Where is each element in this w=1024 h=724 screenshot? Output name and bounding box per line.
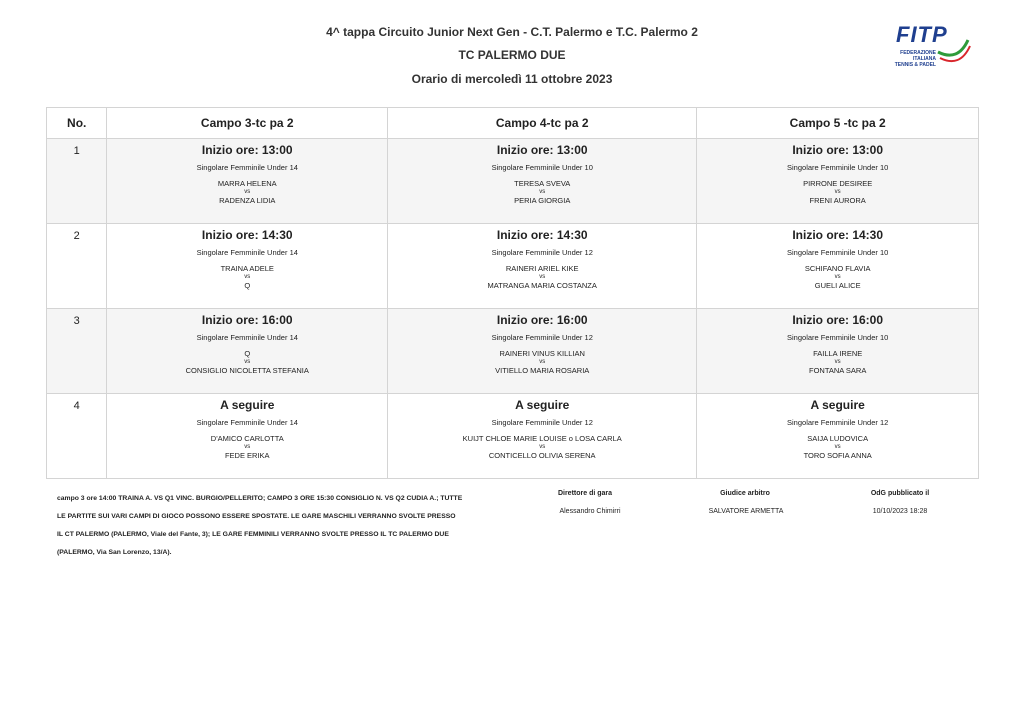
match-category: Singolare Femminile Under 14 [196, 333, 298, 342]
vs-label: vs [244, 274, 251, 280]
match-time: Inizio ore: 16:00 [792, 313, 884, 327]
match-time: Inizio ore: 13:00 [496, 143, 588, 157]
schedule-table [46, 107, 979, 479]
match-time: Inizio ore: 14:30 [496, 228, 588, 242]
match-time: A seguire [220, 398, 275, 412]
table-row [47, 139, 979, 224]
player-1: RAINERI VINUS KILLIAN [499, 349, 585, 358]
player-1: TRAINA ADELE [220, 264, 274, 273]
vs-label: vs [244, 189, 251, 195]
vs-label: vs [834, 359, 841, 365]
vs-label: vs [539, 444, 546, 450]
match-cell [697, 139, 979, 224]
player-1: TERESA SVEVA [514, 179, 571, 188]
match-category: Singolare Femminile Under 10 [787, 163, 889, 172]
match-category: Singolare Femminile Under 12 [787, 418, 889, 427]
match-category: Singolare Femminile Under 14 [196, 163, 298, 172]
player-1: Q [244, 349, 251, 358]
vs-label: vs [244, 359, 251, 365]
match-time: Inizio ore: 13:00 [792, 143, 884, 157]
match-cell [107, 394, 388, 479]
logo-wordmark: FITP [896, 22, 948, 47]
match-category: Singolare Femminile Under 10 [787, 248, 889, 257]
player-2: MATRANGA MARIA COSTANZA [487, 281, 597, 290]
match-category: Singolare Femminile Under 14 [196, 418, 298, 427]
player-2: GUELI ALICE [814, 281, 861, 290]
match-category: Singolare Femminile Under 10 [787, 333, 889, 342]
giudice-label: Giudice arbitro [720, 490, 770, 497]
odg-label: OdG pubblicato il [870, 490, 930, 497]
vs-label: vs [539, 274, 546, 280]
column-header-no: No. [47, 108, 107, 139]
match-category: Singolare Femminile Under 10 [491, 163, 593, 172]
player-1: SCHIFANO FLAVIA [804, 264, 871, 273]
player-2: RADENZA LIDIA [219, 196, 276, 205]
player-1: MARRA HELENA [217, 179, 277, 188]
match-number: 3 [47, 309, 107, 394]
vs-label: vs [834, 189, 841, 195]
fitp-logo [872, 22, 972, 70]
match-category: Singolare Femminile Under 12 [491, 248, 593, 257]
column-header-campo-5: Campo 5 -tc pa 2 [697, 108, 979, 139]
column-header-campo-3: Campo 3-tc pa 2 [107, 108, 388, 139]
match-category: Singolare Femminile Under 14 [196, 248, 298, 257]
match-cell [107, 139, 388, 224]
player-2: PERIA GIORGIA [514, 196, 571, 205]
match-time: A seguire [515, 398, 570, 412]
match-cell [388, 139, 697, 224]
match-time: Inizio ore: 14:30 [201, 228, 293, 242]
match-time: A seguire [810, 398, 865, 412]
schedule-date: Orario di mercoledì 11 ottobre 2023 [411, 72, 613, 86]
logo-line-3: TENNIS & PADEL [894, 62, 936, 68]
match-cell [697, 394, 979, 479]
vs-label: vs [539, 189, 546, 195]
footer-note-line: LE PARTITE SUI VARI CAMPI DI GIOCO POSSONO ESSERE SPOSTATE. LE GARE MASCHILI VERRANNO SVOLTE PRESSO [57, 513, 456, 520]
player-2: FEDE ERIKA [224, 451, 270, 460]
player-2: FRENI AURORA [809, 196, 866, 205]
table-header-row [47, 108, 979, 139]
player-2: FONTANA SARA [808, 366, 867, 375]
table-row [47, 309, 979, 394]
footer-note-line: campo 3 ore 14:00 TRAINA A. VS Q1 VINC. BURGIO/PELLERITO; CAMPO 3 ORE 15:30 CONSIGLIO N. VS Q2 CUDIA A.; TUTTE [57, 495, 463, 502]
column-header-campo-4: Campo 4-tc pa 2 [388, 108, 697, 139]
player-2: Q [244, 281, 251, 290]
match-time: Inizio ore: 16:00 [201, 313, 293, 327]
player-1: RAINERI ARIEL KIKE [505, 264, 579, 273]
player-2: TORO SOFIA ANNA [803, 451, 872, 460]
footer-note-line: (PALERMO, Via San Lorenzo, 13/A). [57, 549, 172, 556]
match-cell [697, 309, 979, 394]
odg-value: 10/10/2023 18:28 [872, 508, 928, 515]
direttore-value: Alessandro Chimirri [559, 508, 621, 515]
player-1: KUIJT CHLOE MARIE LOUISE o LOSA CARLA [462, 434, 622, 443]
player-1: D'AMICO CARLOTTA [210, 434, 284, 443]
player-1: SAIJA LUDOVICA [807, 434, 869, 443]
match-cell [107, 224, 388, 309]
page-title: 4^ tappa Circuito Junior Next Gen - C.T. Palermo e T.C. Palermo 2 [326, 25, 698, 39]
vs-label: vs [539, 359, 546, 365]
match-cell [388, 309, 697, 394]
match-cell [388, 224, 697, 309]
venue-title: TC PALERMO DUE [458, 48, 566, 62]
player-2: CONTICELLO OLIVIA SERENA [488, 451, 596, 460]
vs-label: vs [244, 444, 251, 450]
footer-note-line: IL CT PALERMO (PALERMO, Viale del Fante, 3); LE GARE FEMMINILI VERRANNO SVOLTE PRESSO IL TC PALERMO DUE [57, 531, 449, 538]
direttore-label: Direttore di gara [557, 490, 613, 497]
logo-line-1: FEDERAZIONE [900, 50, 936, 56]
player-2: CONSIGLIO NICOLETTA STEFANIA [185, 366, 309, 375]
vs-label: vs [834, 274, 841, 280]
logo-line-2: ITALIANA [913, 56, 936, 62]
match-time: Inizio ore: 13:00 [201, 143, 293, 157]
player-2: VITIELLO MARIA ROSARIA [495, 366, 590, 375]
giudice-value: SALVATORE ARMETTA [708, 508, 784, 515]
player-1: PIRRONE DESIREE [803, 179, 873, 188]
match-number: 4 [47, 394, 107, 479]
match-cell [107, 309, 388, 394]
match-cell [697, 224, 979, 309]
table-row [47, 224, 979, 309]
match-number: 2 [47, 224, 107, 309]
match-cell [388, 394, 697, 479]
match-category: Singolare Femminile Under 12 [491, 333, 593, 342]
match-category: Singolare Femminile Under 12 [491, 418, 593, 427]
match-time: Inizio ore: 14:30 [792, 228, 884, 242]
footer-note [57, 490, 507, 562]
match-time: Inizio ore: 16:00 [496, 313, 588, 327]
table-row [47, 394, 979, 479]
player-1: FAILLA IRENE [813, 349, 863, 358]
vs-label: vs [834, 444, 841, 450]
match-number: 1 [47, 139, 107, 224]
